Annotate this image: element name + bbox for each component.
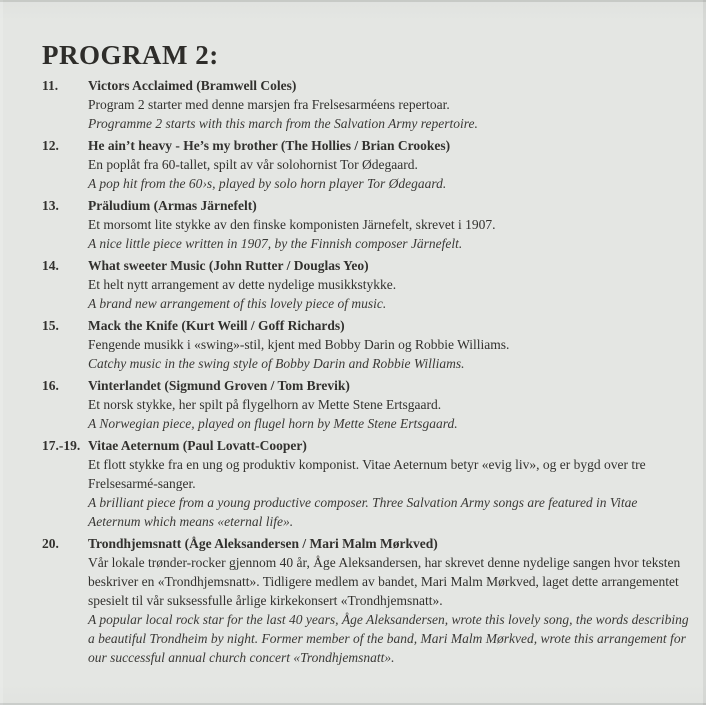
item-description-english: Programme 2 starts with this march from the Salvation Army repertoire. bbox=[88, 116, 478, 131]
item-body bbox=[88, 534, 690, 667]
item-number: 15. bbox=[42, 318, 59, 333]
item-description-english: A pop hit from the 60›s, played by solo horn player Tor Ødegaard. bbox=[88, 176, 447, 191]
item-description-norwegian: Et norsk stykke, her spilt på flygelhorn av Mette Stene Ertsgaard. bbox=[88, 397, 442, 412]
item-body bbox=[88, 256, 690, 313]
item-body bbox=[88, 136, 690, 193]
item-title: Vitae Aeternum (Paul Lovatt-Cooper) bbox=[88, 438, 307, 453]
item-description-norwegian: Et morsomt lite stykke av den finske komponisten Järnefelt, skrevet i 1907. bbox=[88, 217, 496, 232]
program-item bbox=[42, 376, 690, 433]
item-description-english: A Norwegian piece, played on flugel horn by Mette Stene Ertsgaard. bbox=[88, 416, 458, 431]
item-number: 17.-19. bbox=[42, 438, 81, 453]
item-title: Vinterlandet (Sigmund Groven / Tom Brevik) bbox=[88, 378, 350, 393]
item-body bbox=[88, 196, 690, 253]
item-description-norwegian: Program 2 starter med denne marsjen fra Frelsesarméens repertoar. bbox=[88, 97, 450, 112]
item-number: 13. bbox=[42, 198, 59, 213]
program-item bbox=[42, 136, 690, 193]
program-item bbox=[42, 534, 690, 667]
program-list bbox=[42, 76, 690, 667]
item-number: 12. bbox=[42, 138, 59, 153]
item-body bbox=[88, 376, 690, 433]
item-description-norwegian: Vår lokale trønder-rocker gjennom 40 år, Åge Aleksandersen, har skrevet denne nydelige sangen hvor teksten beskriver en «Trondhjemsnatt». Tidligere medlem av bandet, Mari Malm Mørkved, laget dette arrangementet spesielt til vår suksessfulle årlige kirkekonsert «Trondhjemsnatt». bbox=[88, 555, 681, 608]
program-item bbox=[42, 76, 690, 133]
item-body bbox=[88, 436, 690, 531]
item-title: Mack the Knife (Kurt Weill / Goff Richards) bbox=[88, 318, 345, 333]
item-title: What sweeter Music (John Rutter / Douglas Yeo) bbox=[88, 258, 369, 273]
item-description-norwegian: Et helt nytt arrangement av dette nydelige musikkstykke. bbox=[88, 277, 397, 292]
program-item bbox=[42, 436, 690, 531]
item-title: Victors Acclaimed (Bramwell Coles) bbox=[88, 78, 297, 93]
item-description-english: Catchy music in the swing style of Bobby Darin and Robbie Williams. bbox=[88, 356, 465, 371]
item-body bbox=[88, 76, 690, 133]
item-title: Präludium (Armas Järnefelt) bbox=[88, 198, 257, 213]
program-item bbox=[42, 196, 690, 253]
item-description-english: A brand new arrangement of this lovely piece of music. bbox=[88, 296, 387, 311]
item-number: 16. bbox=[42, 378, 59, 393]
item-number: 11. bbox=[42, 78, 59, 93]
page-title: PROGRAM 2: bbox=[42, 40, 219, 70]
item-description-norwegian: En poplåt fra 60-tallet, spilt av vår solohornist Tor Ødegaard. bbox=[88, 157, 418, 172]
item-description-norwegian: Et flott stykke fra en ung og produktiv komponist. Vitae Aeternum betyr «evig liv», og er bygd over tre Frelsesarmé-sanger. bbox=[88, 457, 646, 491]
item-title: Trondhjemsnatt (Åge Aleksandersen / Mari Malm Mørkved) bbox=[88, 536, 438, 551]
item-body bbox=[88, 316, 690, 373]
program-item bbox=[42, 256, 690, 313]
item-number: 14. bbox=[42, 258, 59, 273]
item-number: 20. bbox=[42, 536, 59, 551]
item-description-english: A popular local rock star for the last 40 years, Åge Aleksandersen, wrote this lovely song, the words describing a beautiful Trondheim by night. Former member of the band, Mari Malm Mørkved, wrote this arrangement for our successful annual church concert «Trondhjemsnatt». bbox=[88, 612, 689, 665]
program-item bbox=[42, 316, 690, 373]
item-description-english: A brilliant piece from a young productive composer. Three Salvation Army songs are featured in Vitae Aeternum which means «eternal life». bbox=[88, 495, 638, 529]
item-description-norwegian: Fengende musikk i «swing»-stil, kjent med Bobby Darin og Robbie Williams. bbox=[88, 337, 510, 352]
item-description-english: A nice little piece written in 1907, by the Finnish composer Järnefelt. bbox=[88, 236, 463, 251]
item-title: He ain’t heavy - He’s my brother (The Hollies / Brian Crookes) bbox=[88, 138, 451, 153]
